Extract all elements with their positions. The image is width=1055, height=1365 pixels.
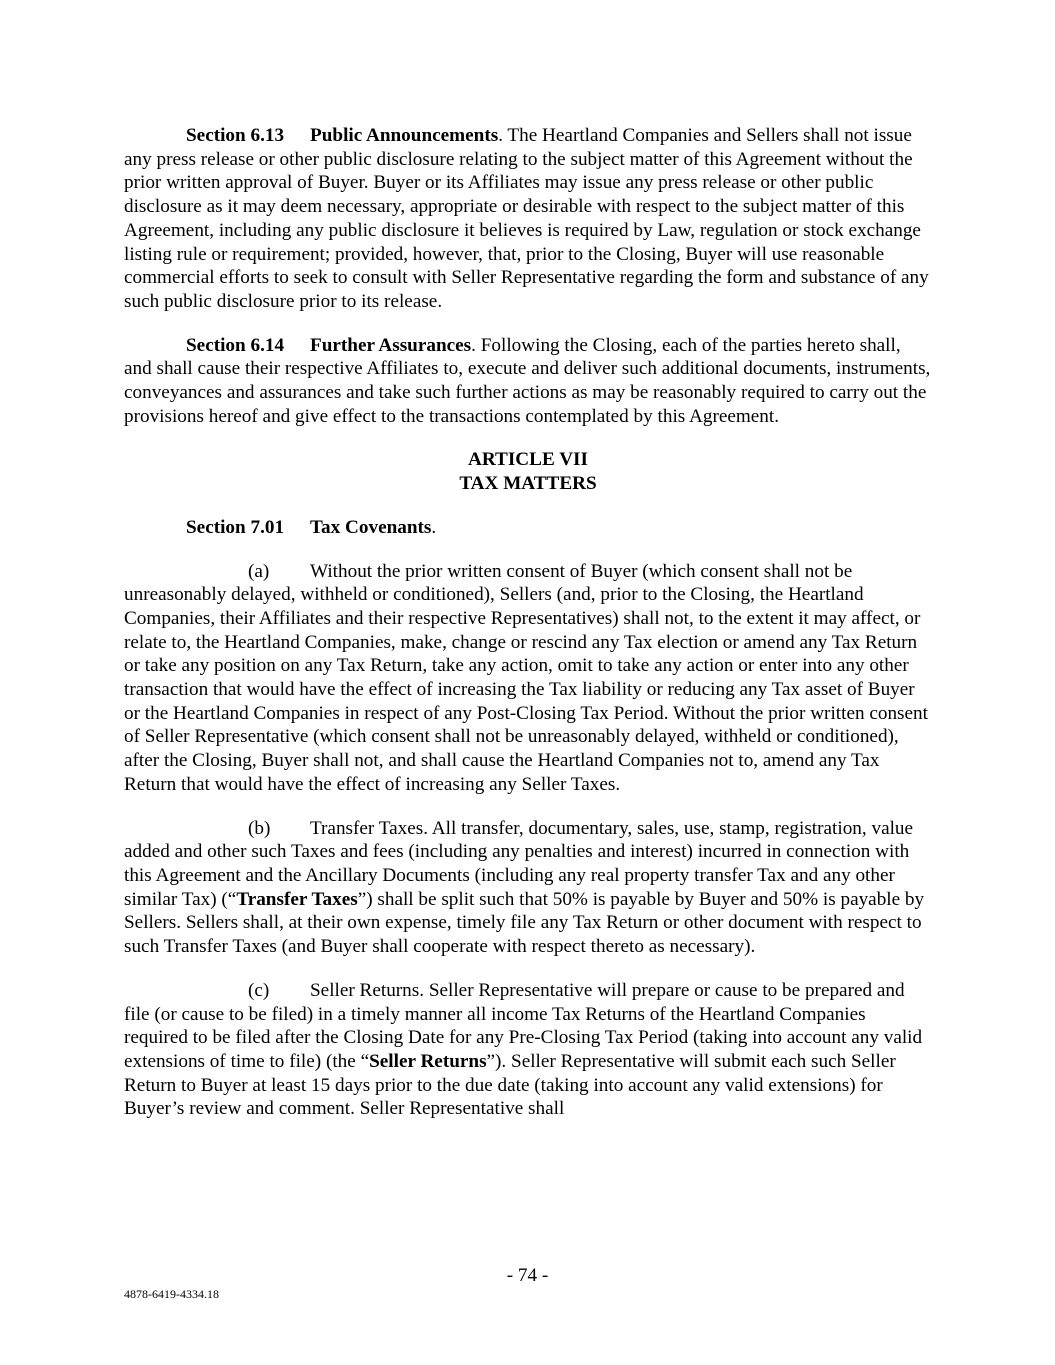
- section-6-13-number: Section 6.13: [186, 125, 285, 146]
- subsection-c-body-before: Seller Returns. Seller Representative will prepare or cause to be prepared and file (or cause to be filed) in a timely manner all income Tax Returns of the Heartland Companies required to be filed after the Closing Date for any Pre-Closing Tax Period (taking into account any valid extensions of time to file) (the “: [124, 979, 923, 1072]
- section-6-14-title: Further Assurances: [310, 334, 472, 356]
- document-page: [124, 124, 932, 1141]
- subsection-c-label: (c): [248, 979, 270, 1001]
- subsection-a-paragraph: [124, 560, 932, 797]
- subsection-b-body-before: Transfer Taxes. All transfer, documentary, sales, use, stamp, registration, value added and other such Taxes and fees (including any penalties and interest) incurred in connection with this Agreement and the Ancillary Documents (including any real property transfer Tax and any other similar Tax) (“: [124, 817, 914, 910]
- section-6-14-paragraph: [124, 334, 932, 429]
- page-number: - 74 -: [506, 1265, 549, 1286]
- section-6-13-paragraph: [124, 124, 932, 314]
- transfer-taxes-defined-term: Transfer Taxes: [236, 888, 358, 910]
- subsection-b-paragraph: [124, 817, 932, 959]
- subsection-a-body: Without the prior written consent of Buyer (which consent shall not be unreasonably delayed, withheld or conditioned), Sellers (and, prior to the Closing, the Heartland Companies, their Affiliates and their respective Representatives) shall not, to the extent it may affect, or relate to, the Heartland Companies, make, change or rescind any Tax election or amend any Tax Return or take any position on any Tax Return, take any action, omit to take any action or enter into any other transaction that would have the effect of increasing the Tax liability or reducing any Tax asset of Buyer or the Heartland Companies in respect of any Post-Closing Tax Period. Without the prior written consent of Seller Representative (which consent shall not be unreasonably delayed, withheld or conditioned), after the Closing, Buyer shall not, and shall cause the Heartland Companies not to, amend any Tax Return that would have the effect of increasing any Seller Taxes.: [124, 560, 928, 795]
- section-7-01-heading: [124, 516, 932, 540]
- article-heading: [124, 448, 932, 495]
- section-7-01-title: Tax Covenants: [310, 516, 432, 538]
- subsection-b-body-after: ”) shall be split such that 50% is payable by Buyer and 50% is payable by Sellers. Sellers shall, at their own expense, timely file any Tax Return or other document with respect to such Transfer Taxes (and Buyer shall cooperate with respect thereto as necessary).: [124, 888, 925, 958]
- article-number: ARTICLE VII: [468, 449, 588, 471]
- section-6-13-body: . The Heartland Companies and Sellers shall not issue any press release or other public disclosure relating to the subject matter of this Agreement without the prior written approval of Buyer. Buyer or its Affiliates may issue any press release or other public disclosure as it may deem necessary, appropriate or desirable with respect to the subject matter of this Agreement, including any public disclosure it believes is required by Law, regulation or stock exchange listing rule or requirement; provided, however, that, prior to the Closing, Buyer will use reasonable commercial efforts to seek to consult with Seller Representative regarding the form and substance of any such public disclosure prior to its release.: [124, 125, 929, 312]
- subsection-b-label: (b): [248, 817, 271, 839]
- section-6-14-body: . Following the Closing, each of the parties hereto shall, and shall cause their respective Affiliates to, execute and deliver such additional documents, instruments, conveyances and assurances and take such further actions as may be reasonably required to carry out the provisions hereof and give effect to the transactions contemplated by this Agreement.: [124, 334, 931, 427]
- document-id: 4878-6419-4334.18: [124, 1287, 219, 1301]
- section-7-01-number: Section 7.01: [186, 516, 285, 538]
- article-title: TAX MATTERS: [459, 473, 597, 495]
- seller-returns-defined-term: Seller Returns: [369, 1050, 487, 1072]
- section-7-01-trailing: .: [431, 516, 437, 538]
- subsection-c-body-after: ”). Seller Representative will submit each such Seller Return to Buyer at least 15 days prior to the due date (taking into account any valid extensions) for Buyer’s review and comment. Seller Representative shall: [124, 1050, 896, 1120]
- subsection-a-label: (a): [248, 560, 270, 582]
- subsection-c-paragraph: [124, 979, 932, 1121]
- section-6-13-title: Public Announcements: [310, 125, 499, 146]
- section-6-14-number: Section 6.14: [186, 334, 285, 356]
